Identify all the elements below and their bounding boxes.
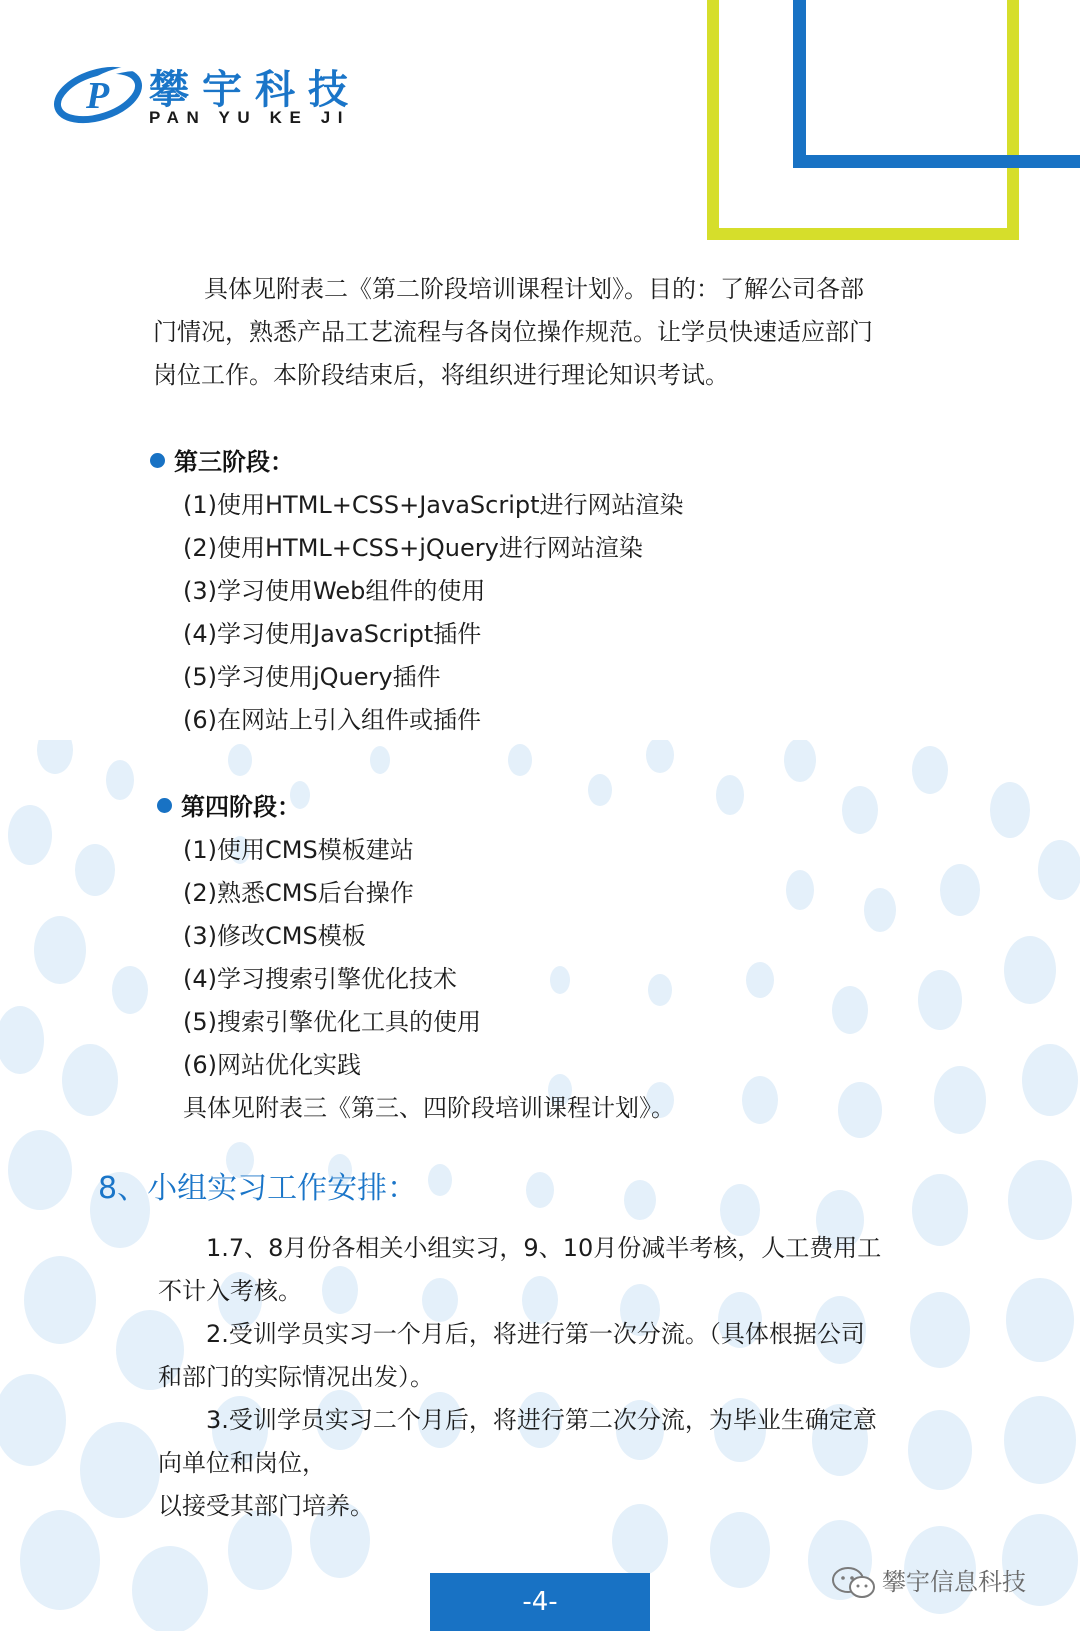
decorative-blue-frame (793, 0, 1080, 168)
stage3-item: (2)使用HTML+CSS+jQuery进行网站渲染 (183, 534, 643, 562)
stage4-note: 具体见附表三《第三、四阶段培训课程计划》。 (183, 1094, 675, 1122)
section8-line: 不计入考核。 (158, 1277, 302, 1305)
section8-line: 向单位和岗位， (158, 1449, 326, 1477)
stage4-item: (1)使用CMS模板建站 (183, 836, 414, 864)
logo-chinese-name: 攀宇科技 (149, 67, 361, 113)
stage4-heading (157, 792, 301, 822)
watermark (830, 1565, 1026, 1600)
stage3-item: (5)学习使用jQuery插件 (183, 663, 441, 691)
wechat-icon (830, 1566, 878, 1600)
section8-line: 以接受其部门培养。 (158, 1492, 374, 1520)
logo-swoosh-icon (52, 58, 156, 128)
bullet-icon (150, 453, 165, 468)
stage4-item: (5)搜索引擎优化工具的使用 (183, 1008, 481, 1036)
section8-line: 1.7、8月份各相关小组实习，9、10月份减半考核，人工费用工 (206, 1234, 882, 1262)
stage4-title: 第四阶段： (181, 793, 301, 821)
stage4-item: (2)熟悉CMS后台操作 (183, 879, 414, 907)
stage4-item: (4)学习搜索引擎优化技术 (183, 965, 457, 993)
stage3-item: (4)学习使用JavaScript插件 (183, 620, 482, 648)
intro-line-3: 岗位工作。本阶段结束后，将组织进行理论知识考试。 (153, 361, 729, 389)
section8-title: 8、小组实习工作安排： (98, 1171, 418, 1206)
stage4-item: (3)修改CMS模板 (183, 922, 366, 950)
intro-line-2: 门情况，熟悉产品工艺流程与各岗位操作规范。让学员快速适应部门 (153, 318, 873, 346)
section8-line: 和部门的实际情况出发）。 (158, 1363, 434, 1391)
stage4-item: (6)网站优化实践 (183, 1051, 361, 1079)
watermark-text: 攀宇信息科技 (882, 1568, 1026, 1596)
logo-pinyin-name: PAN YU KE JI (149, 108, 351, 127)
intro-line-1: 具体见附表二《第二阶段培训课程计划》。目的：了解公司各部 (204, 275, 864, 303)
stage3-item: (3)学习使用Web组件的使用 (183, 577, 486, 605)
section8-line: 3.受训学员实习二个月后，将进行第二次分流，为毕业生确定意 (206, 1406, 877, 1434)
bullet-icon (157, 798, 172, 813)
page-number: -4- (430, 1573, 650, 1631)
stage3-heading (150, 447, 294, 477)
svg-text:P: P (86, 75, 110, 117)
stage3-item: (1)使用HTML+CSS+JavaScript进行网站渲染 (183, 491, 684, 519)
stage3-title: 第三阶段： (174, 448, 294, 476)
section8-line: 2.受训学员实习一个月后，将进行第一次分流。（具体根据公司 (206, 1320, 865, 1348)
stage3-item: (6)在网站上引入组件或插件 (183, 706, 481, 734)
